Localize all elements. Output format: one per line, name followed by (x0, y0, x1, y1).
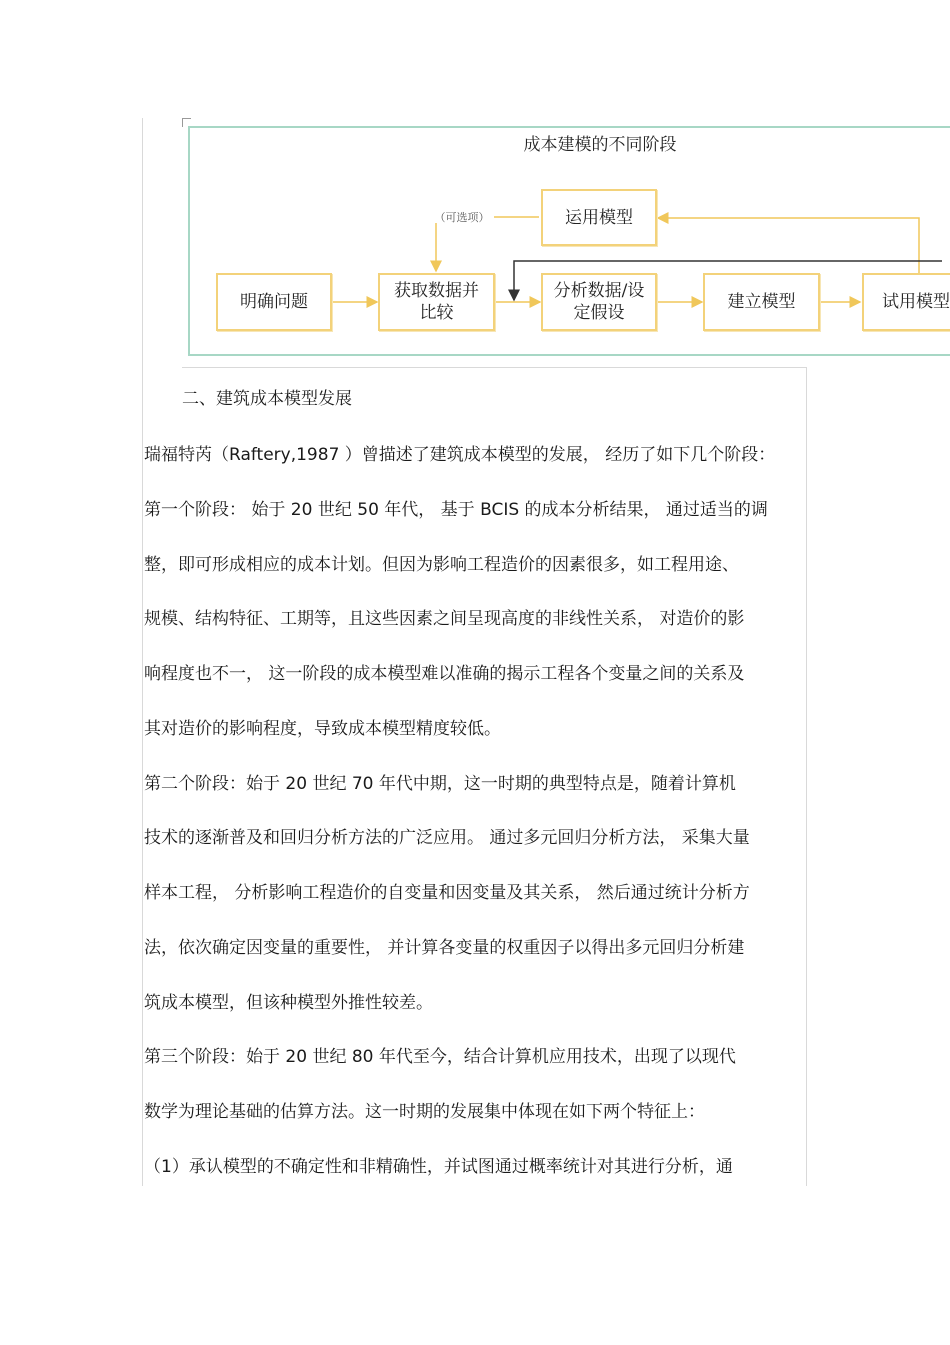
paragraph-line: 规模、结构特征、工期等，且这些因素之间呈现高度的非线性关系， 对造价的影 (144, 609, 745, 629)
node-use-model (541, 189, 657, 246)
node-trial-model (862, 273, 950, 331)
paragraph-line: 瑞福特芮（Raftery,1987 ）曾描述了建筑成本模型的发展， 经历了如下几个阶段： (144, 445, 776, 465)
node-acquire-label-line2: 比较 (419, 303, 454, 323)
paragraph-line: 第三个阶段：始于 20 世纪 80 年代至今，结合计算机应用技术，出现了以现代 (144, 1047, 736, 1067)
page-border-top (182, 367, 807, 368)
paragraph-line: 整，即可形成相应的成本计划。但因为影响工程造价的因素很多，如工程用途、 (144, 555, 739, 575)
node-build-model (703, 273, 820, 331)
node-acquire-label-line1: 获取数据并 (394, 281, 479, 301)
node-analyze-label-line2: 定假设 (573, 303, 625, 323)
paragraph-line: 技术的逐渐普及和回归分析方法的广泛应用。 通过多元回归分析方法， 采集大量 (144, 828, 750, 848)
paragraph-line: 第二个阶段：始于 20 世纪 70 年代中期，这一时期的典型特点是，随着计算机 (144, 774, 736, 794)
node-use-model-label: 运用模型 (565, 207, 633, 228)
paragraph-line: 数学为理论基础的估算方法。这一时期的发展集中体现在如下两个特征上： (144, 1102, 705, 1122)
node-clarify-problem-label: 明确问题 (240, 292, 308, 312)
paragraph-line: 第一个阶段： 始于 20 世纪 50 年代， 基于 BCIS 的成本分析结果， 通过适当的调 (144, 500, 768, 520)
page-border-left (142, 118, 143, 1186)
node-acquire-compare-data (378, 273, 495, 331)
cost-modeling-stages-diagram (182, 118, 950, 362)
paragraph-line: 法，依次确定因变量的重要性， 并计算各变量的权重因子以得出多元回归分析建 (144, 938, 745, 958)
page-border-right (806, 368, 807, 1186)
paragraph-line: 响程度也不一， 这一阶段的成本模型难以准确的揭示工程各个变量之间的关系及 (144, 664, 745, 684)
node-trial-model-label: 试用模型 (882, 292, 950, 312)
paragraph-line: 样本工程， 分析影响工程造价的自变量和因变量及其关系， 然后通过统计分析方 (144, 883, 750, 903)
paragraph-line: 筑成本模型，但该种模型外推性较差。 (144, 993, 433, 1013)
optional-label: （可选项） (434, 211, 490, 224)
paragraph-line: （1）承认模型的不确定性和非精确性，并试图通过概率统计对其进行分析，通 (144, 1157, 733, 1177)
node-analyze-data-assume (541, 273, 657, 331)
section-heading: 二、建筑成本模型发展 (182, 389, 352, 409)
paragraph-line: 其对造价的影响程度，导致成本模型精度较低。 (144, 719, 501, 739)
node-clarify-problem (216, 273, 332, 331)
node-build-model-label: 建立模型 (727, 292, 796, 312)
arrow-trial-to-use-model (658, 218, 919, 274)
diagram-title: 成本建模的不同阶段 (523, 135, 677, 155)
node-analyze-label-line1: 分析数据/设 (553, 281, 645, 301)
